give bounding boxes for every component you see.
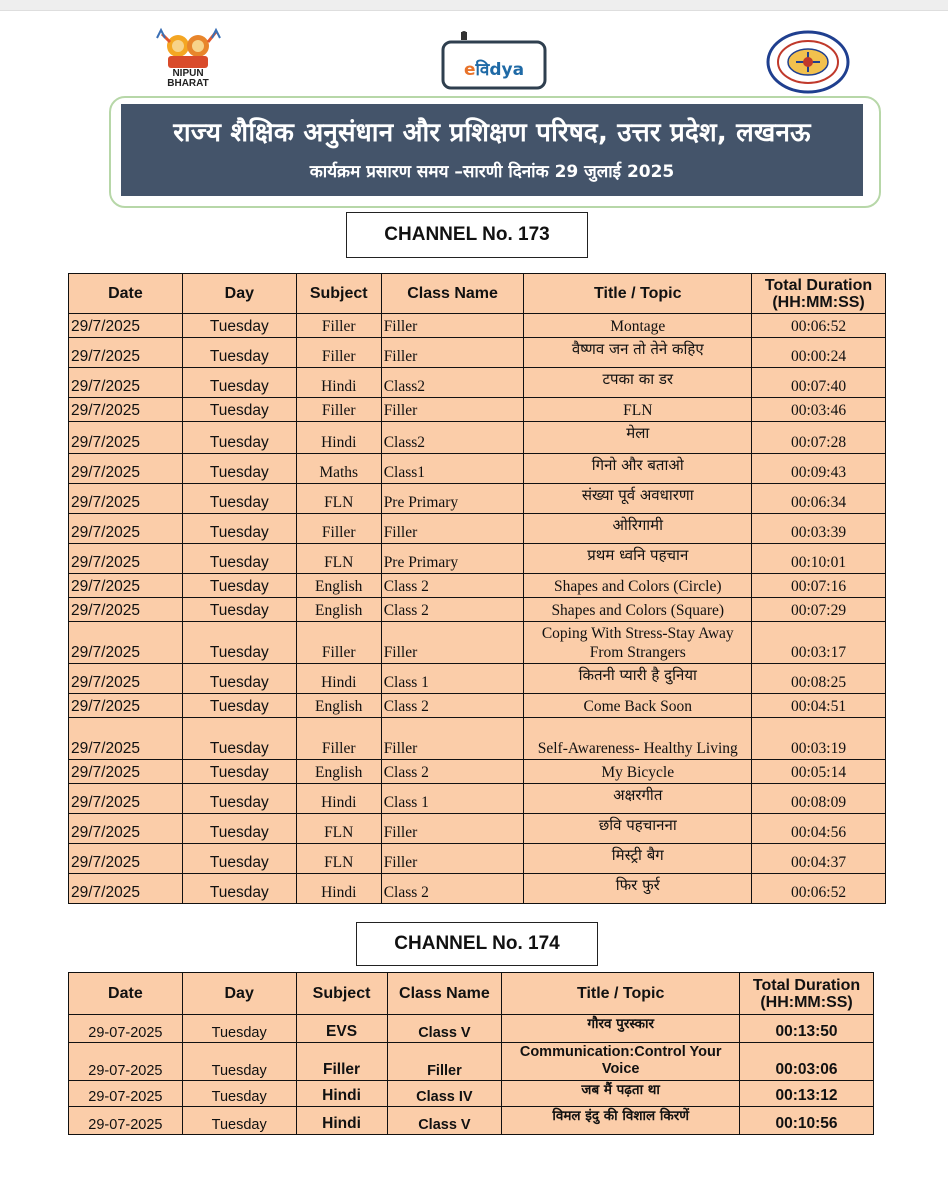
cell-subject: Filler [296, 1043, 387, 1081]
cell-day: Tuesday [182, 784, 296, 814]
cell-class-name: Filler [381, 514, 524, 544]
table-row [69, 784, 886, 814]
nipun-logo-text: NIPUN BHARAT [167, 68, 209, 89]
cell-date: 29/7/2025 [69, 544, 183, 574]
cell-duration: 00:06:34 [752, 484, 886, 514]
col-subject: Subject [296, 274, 381, 314]
col-title-topic: Title / Topic [524, 274, 752, 314]
cell-title-topic: Montage [524, 314, 752, 338]
cell-subject: Filler [296, 314, 381, 338]
page-subtitle: कार्यक्रम प्रसारण समय –सारणी दिनांक 29 जुलाई 2025 [309, 162, 675, 182]
cell-subject: English [296, 574, 381, 598]
cell-date: 29/7/2025 [69, 314, 183, 338]
cell-date: 29/7/2025 [69, 718, 183, 760]
cell-class-name: Pre Primary [381, 544, 524, 574]
table-row [69, 422, 886, 454]
cell-subject: FLN [296, 814, 381, 844]
cell-day: Tuesday [182, 368, 296, 398]
cell-subject: Hindi [296, 1107, 387, 1135]
cell-title-topic: मिस्ट्री बैग [524, 844, 752, 874]
table-row [69, 1043, 874, 1081]
cell-class-name: Filler [381, 338, 524, 368]
table-row [69, 398, 886, 422]
cell-class-name: Class 2 [381, 874, 524, 904]
cell-class-name: Class2 [381, 368, 524, 398]
cell-duration: 00:03:39 [752, 514, 886, 544]
cell-day: Tuesday [182, 874, 296, 904]
col-title-topic: Title / Topic [502, 973, 740, 1015]
cell-duration: 00:13:12 [740, 1081, 874, 1107]
cell-day: Tuesday [182, 1043, 296, 1081]
cell-duration: 00:03:19 [752, 718, 886, 760]
cell-date: 29-07-2025 [69, 1107, 183, 1135]
cell-date: 29/7/2025 [69, 484, 183, 514]
cell-title-topic: विमल इंदु की विशाल किरणें [502, 1107, 740, 1135]
cell-subject: Filler [296, 398, 381, 422]
cell-day: Tuesday [182, 338, 296, 368]
cell-class-name: Class2 [381, 422, 524, 454]
scert-seal-logo [766, 30, 850, 94]
cell-date: 29/7/2025 [69, 622, 183, 664]
cell-class-name: Class V [387, 1015, 502, 1043]
cell-day: Tuesday [182, 574, 296, 598]
col-subject: Subject [296, 973, 387, 1015]
cell-duration: 00:10:56 [740, 1107, 874, 1135]
cell-subject: Filler [296, 338, 381, 368]
cell-day: Tuesday [182, 814, 296, 844]
cell-class-name: Class 2 [381, 574, 524, 598]
cell-subject: Hindi [296, 368, 381, 398]
cell-class-name: Class V [387, 1107, 502, 1135]
nipun-bharat-logo [152, 26, 226, 92]
cell-subject: FLN [296, 484, 381, 514]
table-row [69, 718, 886, 760]
cell-duration: 00:08:09 [752, 784, 886, 814]
cell-date: 29/7/2025 [69, 694, 183, 718]
cell-date: 29-07-2025 [69, 1015, 183, 1043]
table-row [69, 664, 886, 694]
cell-day: Tuesday [182, 1015, 296, 1043]
cell-day: Tuesday [182, 664, 296, 694]
channel-174-rows [69, 1015, 874, 1135]
cell-class-name: Pre Primary [381, 484, 524, 514]
col-class-name: Class Name [387, 973, 502, 1015]
cell-date: 29/7/2025 [69, 398, 183, 422]
cell-day: Tuesday [182, 314, 296, 338]
cell-date: 29-07-2025 [69, 1081, 183, 1107]
cell-class-name: Filler [381, 622, 524, 664]
cell-duration: 00:04:56 [752, 814, 886, 844]
cell-subject: Maths [296, 454, 381, 484]
cell-day: Tuesday [182, 544, 296, 574]
cell-date: 29/7/2025 [69, 814, 183, 844]
cell-class-name: Class 2 [381, 694, 524, 718]
cell-title-topic: टपका का डर [524, 368, 752, 398]
table-row [69, 622, 886, 664]
table-row [69, 514, 886, 544]
cell-title-topic: Self-Awareness- Healthy Living [524, 718, 752, 760]
duration-header-line1: Total Duration [764, 276, 873, 294]
cell-subject: English [296, 694, 381, 718]
cell-duration: 00:05:14 [752, 760, 886, 784]
cell-title-topic: फिर फुर्र [524, 874, 752, 904]
cell-title-topic: जब मैं पढ़ता था [502, 1081, 740, 1107]
header-banner [121, 104, 863, 196]
cell-day: Tuesday [182, 760, 296, 784]
cell-class-name: Filler [381, 814, 524, 844]
cell-day: Tuesday [182, 622, 296, 664]
cell-duration: 00:10:01 [752, 544, 886, 574]
col-date: Date [69, 274, 183, 314]
cell-class-name: Filler [381, 718, 524, 760]
cell-class-name: Class 2 [381, 760, 524, 784]
evidya-e: e [463, 60, 476, 80]
channel-173-label: CHANNEL No. 173 [346, 212, 588, 258]
cell-title-topic: Shapes and Colors (Square) [524, 598, 752, 622]
cell-date: 29/7/2025 [69, 874, 183, 904]
cell-title-topic: Coping With Stress-Stay Away From Strangers [524, 622, 752, 664]
cell-class-name: Class 1 [381, 664, 524, 694]
table-row [69, 814, 886, 844]
table-row [69, 694, 886, 718]
table-row [69, 368, 886, 398]
cell-day: Tuesday [182, 718, 296, 760]
table-row [69, 760, 886, 784]
table-row [69, 1081, 874, 1107]
cell-class-name: Class1 [381, 454, 524, 484]
cell-duration: 00:04:51 [752, 694, 886, 718]
table-header-row [69, 973, 874, 1015]
channel-174-label: CHANNEL No. 174 [356, 922, 598, 966]
cell-subject: Filler [296, 622, 381, 664]
cell-class-name: Filler [381, 844, 524, 874]
cell-subject: Hindi [296, 784, 381, 814]
duration-header-line2: (HH:MM:SS) [772, 293, 865, 311]
cell-class-name: Filler [381, 398, 524, 422]
cell-title-topic: वैष्णव जन तो तेने कहिए [524, 338, 752, 368]
cell-duration: 00:07:28 [752, 422, 886, 454]
cell-subject: EVS [296, 1015, 387, 1043]
cell-duration: 00:03:46 [752, 398, 886, 422]
table-row [69, 338, 886, 368]
cell-title-topic: गौरव पुरस्कार [502, 1015, 740, 1043]
cell-day: Tuesday [182, 1107, 296, 1135]
table-row [69, 314, 886, 338]
cell-title-topic: मेला [524, 422, 752, 454]
cell-duration: 00:04:37 [752, 844, 886, 874]
cell-duration: 00:07:40 [752, 368, 886, 398]
cell-duration: 00:03:06 [740, 1043, 874, 1081]
col-total-duration [740, 973, 874, 1015]
top-border [0, 0, 948, 11]
table-row [69, 454, 886, 484]
cell-duration: 00:06:52 [752, 314, 886, 338]
cell-date: 29/7/2025 [69, 368, 183, 398]
cell-title-topic: Communication:Control Your Voice [502, 1043, 740, 1081]
cell-title-topic: My Bicycle [524, 760, 752, 784]
cell-day: Tuesday [182, 598, 296, 622]
cell-date: 29/7/2025 [69, 760, 183, 784]
cell-subject: Filler [296, 514, 381, 544]
cell-duration: 00:07:16 [752, 574, 886, 598]
table-row [69, 544, 886, 574]
cell-title-topic: छवि पहचानना [524, 814, 752, 844]
cell-duration: 00:09:43 [752, 454, 886, 484]
cell-date: 29/7/2025 [69, 422, 183, 454]
cell-title-topic: Shapes and Colors (Circle) [524, 574, 752, 598]
channel-174-schedule-table [68, 972, 874, 1135]
cell-subject: Hindi [296, 422, 381, 454]
cell-day: Tuesday [182, 484, 296, 514]
cell-date: 29/7/2025 [69, 598, 183, 622]
table-row [69, 484, 886, 514]
evidya-logo-text [447, 57, 541, 80]
cell-title-topic: FLN [524, 398, 752, 422]
cell-title-topic: प्रथम ध्वनि पहचान [524, 544, 752, 574]
table-row [69, 1107, 874, 1135]
cell-duration: 00:13:50 [740, 1015, 874, 1043]
duration-header-line2: (HH:MM:SS) [760, 993, 853, 1011]
cell-date: 29-07-2025 [69, 1043, 183, 1081]
cell-subject: Filler [296, 718, 381, 760]
evidya-logo [441, 30, 547, 90]
cell-title-topic: संख्या पूर्व अवधारणा [524, 484, 752, 514]
cell-subject: FLN [296, 544, 381, 574]
cell-date: 29/7/2025 [69, 844, 183, 874]
cell-date: 29/7/2025 [69, 454, 183, 484]
col-day: Day [182, 274, 296, 314]
cell-class-name: Class 2 [381, 598, 524, 622]
col-total-duration [752, 274, 886, 314]
cell-subject: English [296, 760, 381, 784]
channel-173-schedule-table [68, 273, 886, 904]
cell-duration: 00:00:24 [752, 338, 886, 368]
cell-class-name: Filler [381, 314, 524, 338]
table-row [69, 598, 886, 622]
cell-day: Tuesday [182, 454, 296, 484]
cell-date: 29/7/2025 [69, 514, 183, 544]
cell-day: Tuesday [182, 514, 296, 544]
cell-date: 29/7/2025 [69, 664, 183, 694]
table-row [69, 1015, 874, 1043]
cell-subject: FLN [296, 844, 381, 874]
cell-title-topic: अक्षरगीत [524, 784, 752, 814]
cell-class-name: Filler [387, 1043, 502, 1081]
cell-day: Tuesday [182, 422, 296, 454]
cell-day: Tuesday [182, 398, 296, 422]
table-header-row [69, 274, 886, 314]
cell-day: Tuesday [182, 1081, 296, 1107]
cell-title-topic: ओरिगामी [524, 514, 752, 544]
cell-day: Tuesday [182, 844, 296, 874]
cell-date: 29/7/2025 [69, 338, 183, 368]
cell-subject: Hindi [296, 1081, 387, 1107]
col-date: Date [69, 973, 183, 1015]
cell-duration: 00:03:17 [752, 622, 886, 664]
cell-date: 29/7/2025 [69, 784, 183, 814]
table-row [69, 844, 886, 874]
evidya-vidya: विdya [475, 60, 525, 80]
cell-title-topic: Come Back Soon [524, 694, 752, 718]
table-row [69, 874, 886, 904]
cell-class-name: Class IV [387, 1081, 502, 1107]
channel-173-rows [69, 314, 886, 904]
cell-duration: 00:07:29 [752, 598, 886, 622]
cell-duration: 00:06:52 [752, 874, 886, 904]
page-title: राज्य शैक्षिक अनुसंधान और प्रशिक्षण परिषद, उत्तर प्रदेश, लखनऊ [173, 118, 811, 148]
cell-subject: Hindi [296, 664, 381, 694]
cell-subject: English [296, 598, 381, 622]
table-row [69, 574, 886, 598]
duration-header-line1: Total Duration [752, 976, 861, 994]
cell-class-name: Class 1 [381, 784, 524, 814]
cell-duration: 00:08:25 [752, 664, 886, 694]
col-class-name: Class Name [381, 274, 524, 314]
col-day: Day [182, 973, 296, 1015]
cell-title-topic: कितनी प्यारी है दुनिया [524, 664, 752, 694]
cell-subject: Hindi [296, 874, 381, 904]
cell-title-topic: गिनो और बताओ [524, 454, 752, 484]
cell-day: Tuesday [182, 694, 296, 718]
cell-date: 29/7/2025 [69, 574, 183, 598]
